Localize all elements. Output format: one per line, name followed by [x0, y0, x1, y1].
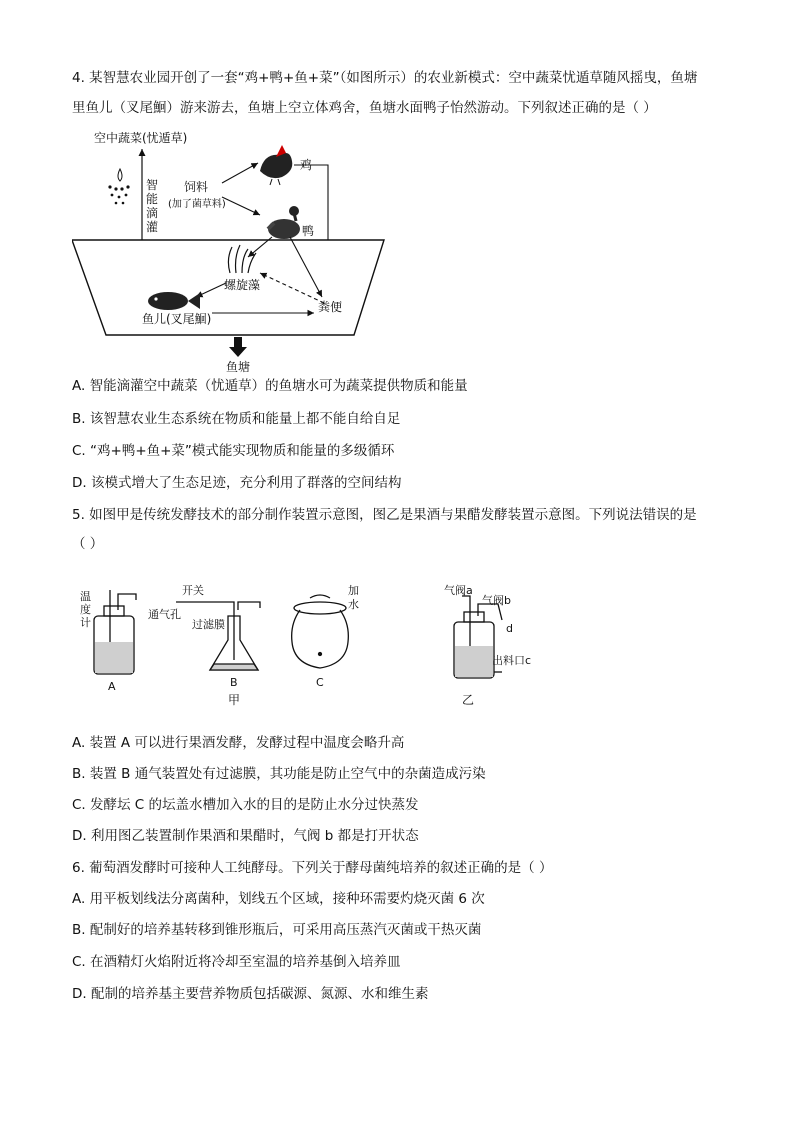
flask-b-icon — [176, 602, 260, 670]
q5-outlet-label: 出料口c — [492, 654, 532, 667]
q6-option-a: A. 用平板划线法分离菌种，划线五个区域，接种环需要灼烧灭菌 6 次 — [72, 891, 485, 907]
q5-option-b: B. 装置 B 通气装置处有过滤膜，其功能是防止空气中的杂菌造成污染 — [72, 766, 486, 782]
q4-chicken-label: 鸡 — [300, 158, 313, 172]
q5-filter-label: 过滤膜 — [192, 618, 225, 631]
q4-option-b: B. 该智慧农业生态系统在物质和能量上都不能自给自足 — [72, 411, 401, 427]
q5-stem-line1: 5. 如图甲是传统发酵技术的部分制作装置示意图，图乙是果酒与果醋发酵装置示意图。下列说法错误的是 — [72, 507, 697, 523]
q4-feed-label: 饲料 — [184, 180, 209, 194]
q4-pond-arrow — [229, 337, 247, 357]
q6-option-b: B. 配制好的培养基转移到锥形瓶后，可采用高压蒸汽灭菌或干热灭菌 — [72, 922, 482, 938]
q5-yi-label: 乙 — [462, 693, 475, 707]
jar-c-icon — [292, 595, 349, 668]
q4-pond-label: 鱼塘 — [226, 360, 251, 374]
q5-device-c-label: C — [316, 676, 324, 689]
q4-fish-label: 鱼儿(叉尾鮰) — [142, 312, 212, 326]
droplet-icon — [108, 169, 129, 204]
q4-ecosystem-figure — [72, 125, 412, 375]
q6-option-c: C. 在酒精灯火焰附近将冷却至室温的培养基倒入培养皿 — [72, 954, 401, 970]
q4-algae-label: 螺旋藻 — [224, 278, 261, 292]
q4-duck-label: 鸭 — [302, 224, 315, 238]
q4-stem-line1: 4. 某智慧农业园开创了一套“鸡+鸭+鱼+菜”（如图所示）的农业新模式：空中蔬菜忧遁草随风摇曳，鱼塘 — [72, 70, 698, 86]
q5-device-b-label: B — [230, 676, 238, 689]
q4-feed-to-chicken-arrow — [222, 163, 258, 183]
q4-feed-to-duck-arrow — [222, 197, 260, 215]
q5-valve-a-label: 气阀a — [444, 584, 473, 597]
q4-irrigation-char-2: 能 — [146, 192, 159, 206]
bottle-a-icon — [94, 590, 136, 674]
q5-add-water-char-1: 加 — [348, 584, 359, 597]
q5-add-water-char-2: 水 — [348, 598, 359, 611]
q5-valve-b-label: 气阀b — [482, 594, 511, 607]
q5-thermo-char-1: 温 — [80, 590, 91, 603]
q4-option-c: C. “鸡+鸭+鱼+菜”模式能实现物质和能量的多级循环 — [72, 443, 395, 459]
q5-thermo-char-3: 计 — [80, 616, 91, 629]
q4-feed-note: (加了菌草料) — [168, 199, 226, 210]
q5-vent-label: 通气孔 — [148, 608, 181, 621]
chicken-icon — [260, 145, 292, 185]
duck-icon — [268, 206, 300, 239]
q5-switch-label: 开关 — [182, 584, 204, 597]
q5-option-a: A. 装置 A 可以进行果酒发酵，发酵过程中温度会略升高 — [72, 735, 405, 751]
q5-device-a-label: A — [108, 680, 116, 693]
q5-option-c: C. 发酵坛 C 的坛盖水槽加入水的目的是防止水分过快蒸发 — [72, 797, 419, 813]
q6-option-d: D. 配制的培养基主要营养物质包括碳源、氮源、水和维生素 — [72, 986, 429, 1002]
q4-vegetable-label: 空中蔬菜(忧遁草) — [94, 131, 188, 145]
q4-option-d: D. 该模式增大了生态足迹，充分利用了群落的空间结构 — [72, 475, 402, 491]
q4-irrigation-char-3: 滴 — [146, 206, 159, 220]
q5-apparatus-figure — [78, 580, 538, 710]
q5-stem-line2: （ ） — [72, 536, 104, 552]
q4-irrigation-char-4: 灌 — [146, 220, 159, 234]
q4-irrigation-char-1: 智 — [146, 178, 159, 192]
q4-stem-line2: 里鱼儿（叉尾鮰）游来游去，鱼塘上空立体鸡舍，鱼塘水面鸭子怡然游动。下列叙述正确的是（ ） — [72, 100, 657, 116]
q5-option-d: D. 利用图乙装置制作果酒和果醋时，气阀 b 都是打开状态 — [72, 828, 419, 844]
q5-d-label: d — [506, 622, 513, 635]
q4-option-a: A. 智能滴灌空中蔬菜（忧遁草）的鱼塘水可为蔬菜提供物质和能量 — [72, 378, 468, 394]
q5-jia-label: 甲 — [228, 693, 241, 707]
q5-thermo-char-2: 度 — [80, 603, 91, 616]
q6-stem: 6. 葡萄酒发酵时可接种人工纯酵母。下列关于酵母菌纯培养的叙述正确的是（ ） — [72, 860, 553, 876]
q4-manure-label: 粪便 — [318, 300, 343, 314]
